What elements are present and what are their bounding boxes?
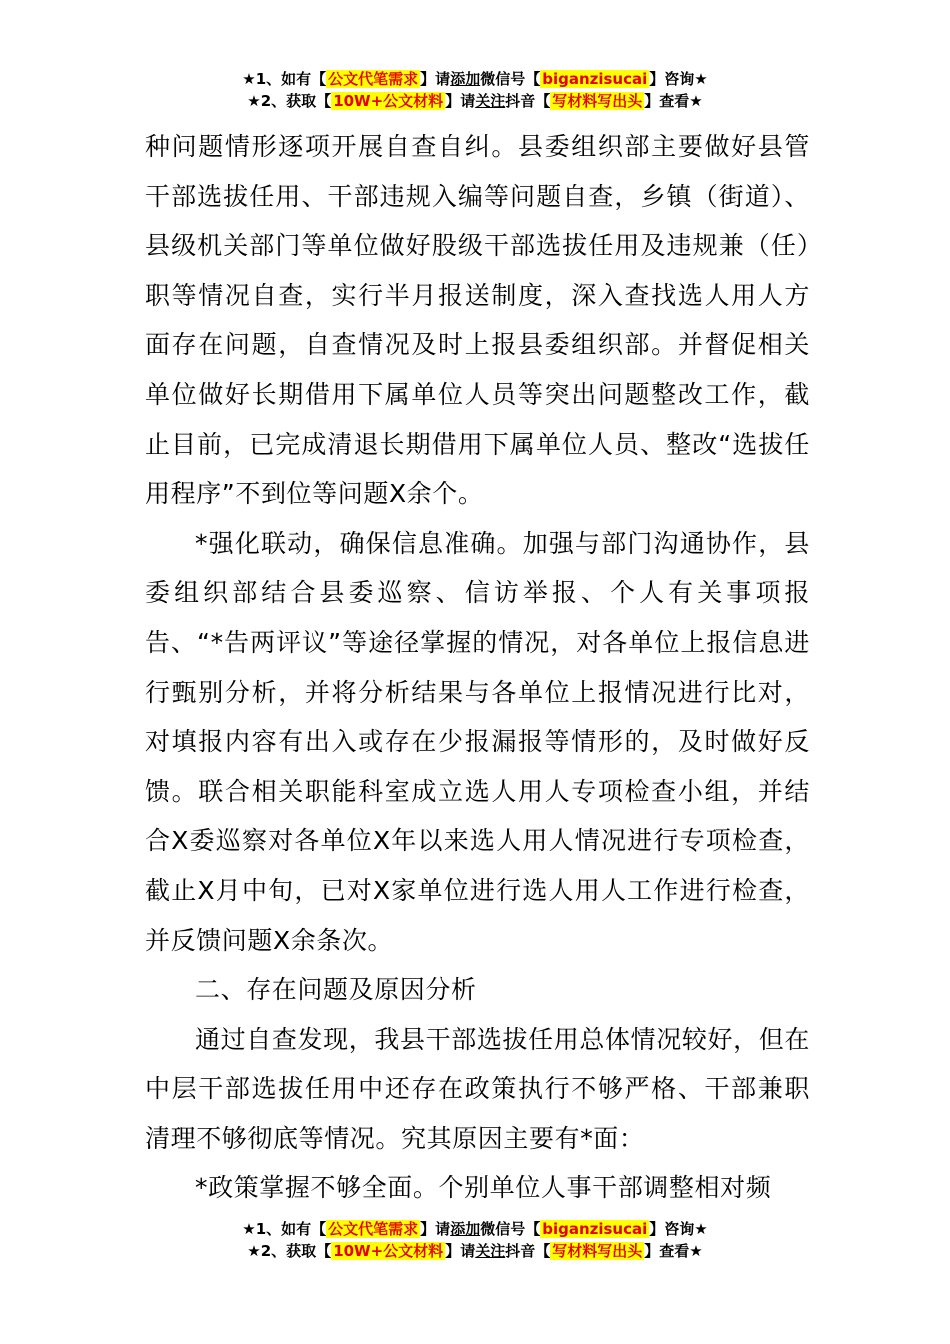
highlight-service: 公文代笔需求 — [328, 70, 419, 88]
paragraph-linkage: *强化联动，确保信息准确。加强与部门沟通协作，县委组织部结合县委巡察、信访举报、个人有关事项报告、“*告两评议”等途径掌握的情况，对各单位上报信息进行甄别分析，并将分析结果与各单位上报情况进行比对，对填报内容有出入或存在少报漏报等情形的，及时做好反馈。联合相关职能科室成立选人用人专项检查小组，并结合X委巡察对各单位X年以来选人用人情况进行专项检查，截止X月中旬，已对X家单位进行选人用人工作进行检查，并反馈问题X余条次。 — [145, 528, 810, 955]
paragraph-policy: *政策掌握不够全面。个别单位人事干部调整相对频 — [195, 1173, 772, 1203]
paragraph-problems: 通过自查发现，我县干部选拔任用总体情况较好，但在中层干部选拔任用中还存在政策执行不够严格、干部兼职清理不够彻底等情况。究其原因主要有*面： — [145, 1024, 810, 1153]
highlight-materials: 10W+公文材料 — [333, 92, 444, 110]
highlight-wechat-id: biganzisucai — [542, 1220, 648, 1238]
promo-line-2: ★2、获取【 10W+公文材料 】请关注抖音【 写材料写出头 】查看★ — [247, 92, 703, 110]
highlight-wechat-id: biganzisucai — [542, 70, 648, 88]
highlight-service: 公文代笔需求 — [328, 1220, 419, 1238]
promo-line-1: ★1、如有【 公文代笔需求 】请添加微信号【 biganzisucai 】咨询★ — [242, 1220, 708, 1238]
highlight-materials: 10W+公文材料 — [333, 1242, 444, 1260]
highlight-douyin-account: 写材料写出头 — [552, 92, 643, 110]
promo-banner-top — [0, 68, 950, 112]
paragraph-self-check: 种问题情形逐项开展自查自纠。县委组织部主要做好县管干部选拔任用、干部违规入编等问题自查，乡镇（街道）、县级机关部门等单位做好股级干部选拔任用及违规兼（任）职等情况自查，实行半月报送制度，深入查找选人用人方面存在问题，自查情况及时上报县委组织部。并督促相关单位做好长期借用下属单位人员等突出问题整改工作，截止目前，已完成清退长期借用下属单位人员、整改“选拔任用程序”不到位等问题X余个。 — [145, 132, 810, 509]
promo-banner-bottom — [0, 1218, 950, 1262]
promo-line-1: ★1、如有【 公文代笔需求 】请添加微信号【 biganzisucai 】咨询★ — [242, 70, 708, 88]
section-heading: 二、存在问题及原因分析 — [195, 975, 477, 1005]
promo-line-2: ★2、获取【 10W+公文材料 】请关注抖音【 写材料写出头 】查看★ — [247, 1242, 703, 1260]
document-body — [145, 122, 810, 1213]
highlight-douyin-account: 写材料写出头 — [552, 1242, 643, 1260]
